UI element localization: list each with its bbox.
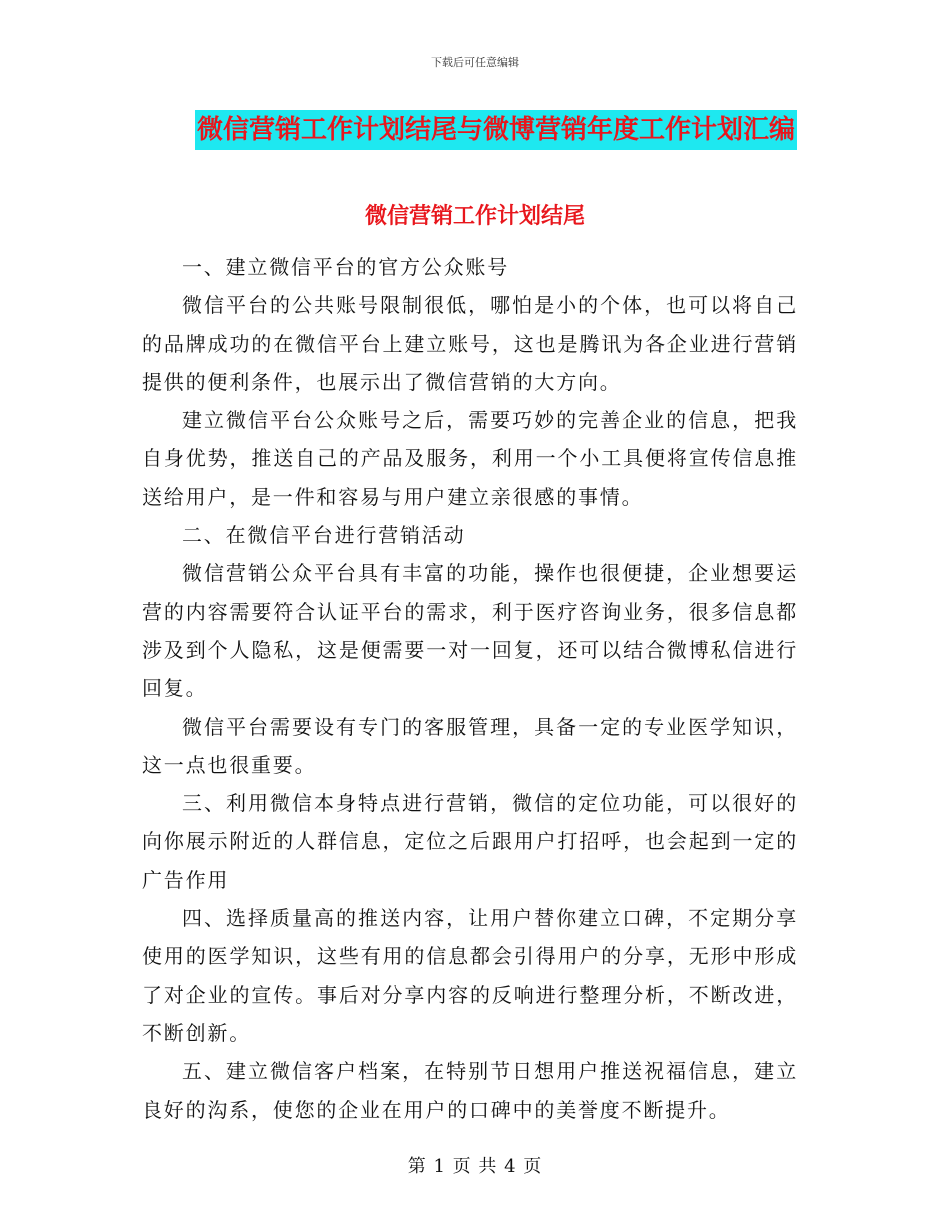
paragraph: 微信平台需要设有专门的客服管理，具备一定的专业医学知识，这一点也很重要。	[142, 714, 798, 777]
document-body	[142, 248, 798, 1129]
document-title: 微信营销工作计划结尾与微博营销年度工作计划汇编	[195, 110, 797, 150]
paragraph: 建立微信平台公众账号之后，需要巧妙的完善企业的信息，把我自身优势，推送自己的产品及服务，利用一个小工具便将宣传信息推送给用户，是一件和容易与用户建立亲很感的事情。	[142, 408, 798, 509]
heading-1: 一、建立微信平台的官方公众账号	[182, 255, 509, 279]
paragraph: 微信营销公众平台具有丰富的功能，操作也很便捷，企业想要运营的内容需要符合认证平台的需求，利于医疗咨询业务，很多信息都涉及到个人隐私，这是便需要一对一回复，还可以结合微博私信进行回复。	[142, 561, 798, 701]
paragraph: 微信平台的公共账号限制很低，哪怕是小的个体，也可以将自己的品牌成功的在微信平台上建立账号，这也是腾讯为各企业进行营销提供的便利条件，也展示出了微信营销的大方向。	[142, 293, 798, 394]
page-footer: 第 1 页 共 4 页	[407, 1156, 543, 1177]
paragraph: 三、利用微信本身特点进行营销，微信的定位功能，可以很好的向你展示附近的人群信息，定位之后跟用户打招呼，也会起到一定的广告作用	[142, 791, 798, 892]
paragraph: 四、选择质量高的推送内容，让用户替你建立口碑，不定期分享使用的医学知识，这些有用的信息都会引得用户的分享，无形中形成了对企业的宣传。事后对分享内容的反响进行整理分析，不断改进，不断创新。	[142, 906, 798, 1045]
paragraph: 五、建立微信客户档案，在特别节日想用户推送祝福信息，建立良好的沟系，使您的企业在用户的口碑中的美誉度不断提升。	[142, 1059, 798, 1122]
section-title: 微信营销工作计划结尾	[364, 204, 585, 229]
document-title-container	[0, 110, 950, 150]
header-note: 下载后可任意编辑	[431, 56, 519, 69]
heading-2: 二、在微信平台进行营销活动	[182, 523, 466, 548]
